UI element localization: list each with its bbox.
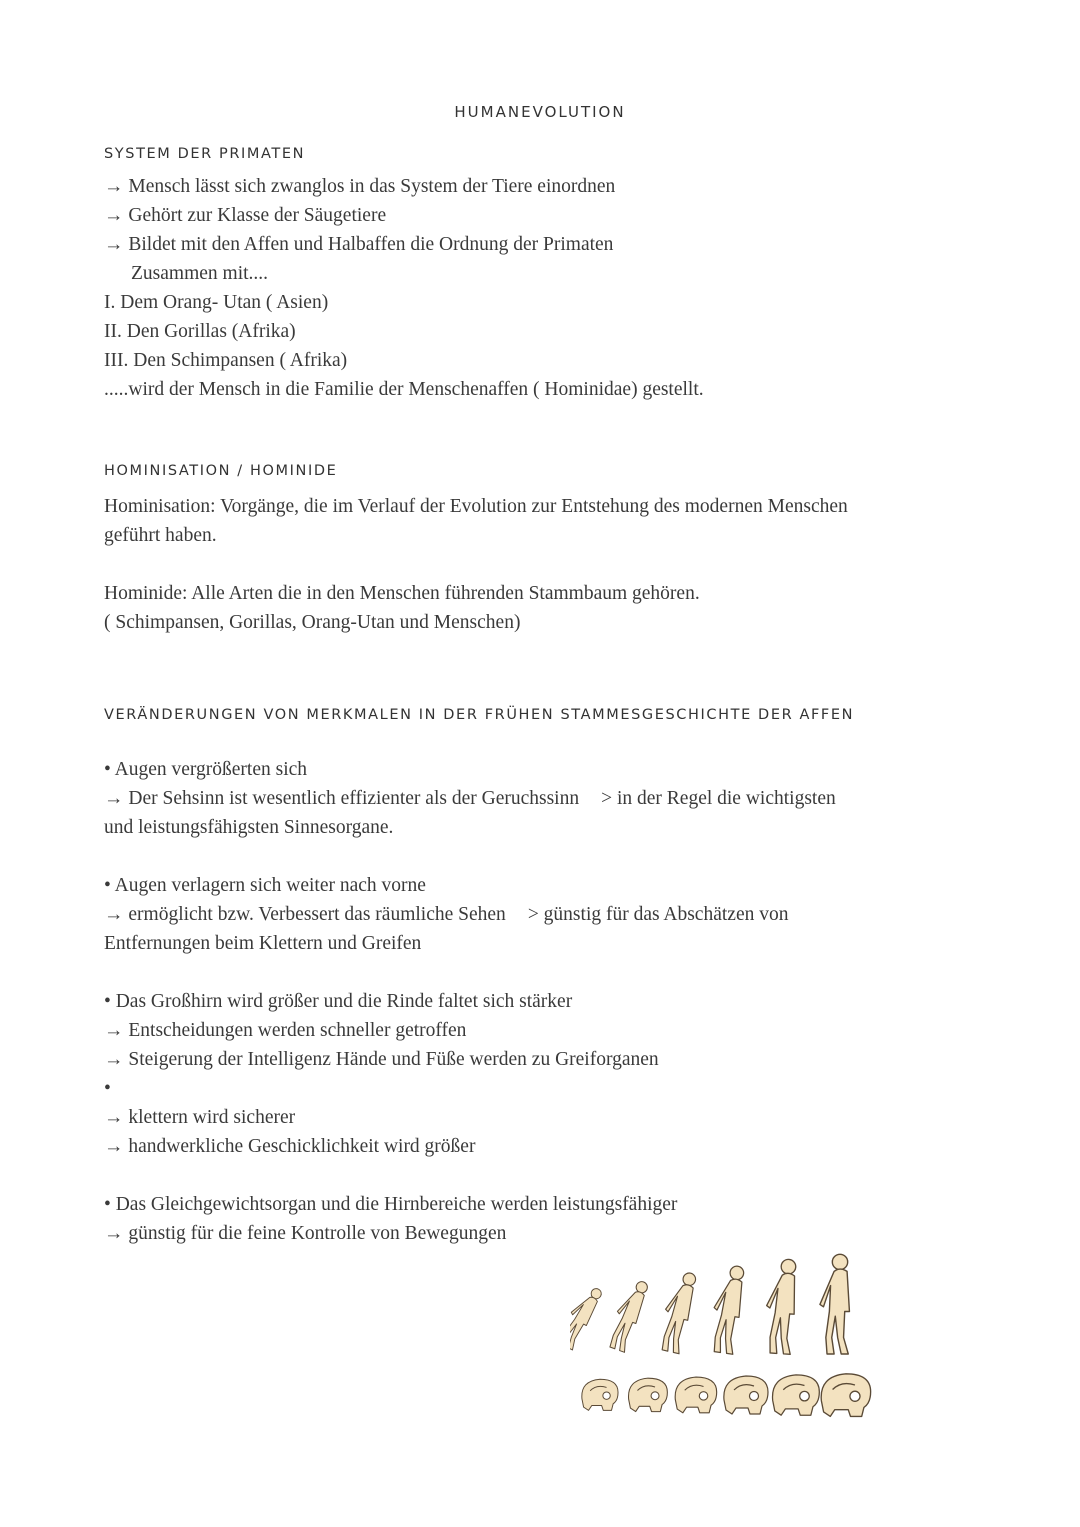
text-line: Hominisation: Vorgänge, die im Verlauf der Evolution zur Entstehung des modernen Menschen	[104, 496, 848, 517]
hominid-figure	[605, 1277, 650, 1353]
list-item: I. Dem Orang- Utan ( Asien)	[104, 292, 329, 313]
text-line: • Das Großhirn wird größer und die Rinde faltet sich stärker	[104, 991, 573, 1012]
text-segment: > günstig für das Abschätzen von	[527, 904, 789, 925]
text-line: Entfernungen beim Klettern und Greifen	[104, 933, 422, 954]
text-line: → günstig für die feine Kontrolle von Bewegungen	[104, 1223, 507, 1244]
text-line: → Entscheidungen werden schneller getroffen	[104, 1020, 467, 1041]
skull-icon	[629, 1378, 668, 1411]
hominid-figure	[820, 1254, 850, 1354]
text-line: und leistungsfähigsten Sinnesorgane.	[104, 817, 394, 838]
list-item: II. Den Gorillas (Afrika)	[104, 321, 296, 342]
bullet-point: •	[104, 1078, 111, 1099]
text-segment: > in der Regel die wichtigsten	[601, 788, 836, 809]
text-line	[104, 903, 788, 927]
text-line: → handwerkliche Geschicklichkeit wird größer	[104, 1136, 476, 1157]
evolution-skulls	[582, 1374, 871, 1417]
skull-icon	[724, 1376, 768, 1414]
text-line: → klettern wird sicherer	[104, 1107, 296, 1128]
text-segment: → ermöglicht bzw. Verbessert das räumliche Sehen	[104, 904, 506, 925]
section-heading-veraenderungen: VERÄNDERUNGEN VON MERKMALEN IN DER FRÜHEN STAMMESGESCHICHTE DER AFFEN	[104, 707, 855, 723]
text-line: • Augen vergrößerten sich	[104, 759, 308, 780]
list-item: III. Den Schimpansen ( Afrika)	[104, 350, 348, 371]
text-line: .....wird der Mensch in die Familie der Menschenaffen ( Hominidae) gestellt.	[104, 379, 704, 400]
text-line: → Gehört zur Klasse der Säugetiere	[104, 205, 387, 226]
text-line: ( Schimpansen, Gorillas, Orang-Utan und Menschen)	[104, 612, 521, 633]
hominid-figure	[657, 1270, 699, 1354]
hominid-figure	[570, 1283, 604, 1350]
text-segment: → Der Sehsinn ist wesentlich effizienter als der Geruchssinn	[104, 788, 580, 809]
skull-icon	[821, 1374, 870, 1417]
text-line: Hominide: Alle Arten die in den Menschen führenden Stammbaum gehören.	[104, 583, 700, 604]
text-line: • Augen verlagern sich weiter nach vorne	[104, 875, 426, 896]
human-evolution-figures-and-skulls-icon	[570, 1248, 880, 1423]
text-line: Zusammen mit....	[131, 263, 269, 284]
hominid-figure	[763, 1258, 798, 1354]
page-title: HUMANEVOLUTION	[454, 103, 626, 121]
skull-icon	[582, 1379, 618, 1410]
text-line: → Bildet mit den Affen und Halbaffen die Ordnung der Primaten	[104, 234, 614, 255]
skull-icon	[773, 1375, 820, 1415]
text-line: geführt haben.	[104, 525, 217, 546]
text-line	[104, 787, 836, 811]
text-line: → Steigerung der Intelligenz Hände und Füße werden zu Greiforganen	[104, 1049, 659, 1070]
hominid-figure	[708, 1264, 746, 1355]
skull-icon	[675, 1377, 717, 1413]
text-line: • Das Gleichgewichtsorgan und die Hirnbereiche werden leistungsfähiger	[104, 1194, 678, 1215]
section-heading-hominisation: HOMINISATION / HOMINIDE	[104, 463, 338, 479]
section-heading-primaten: SYSTEM DER PRIMATEN	[104, 146, 306, 162]
evolution-figures	[570, 1254, 849, 1354]
text-line: → Mensch lässt sich zwanglos in das System der Tiere einordnen	[104, 176, 616, 197]
